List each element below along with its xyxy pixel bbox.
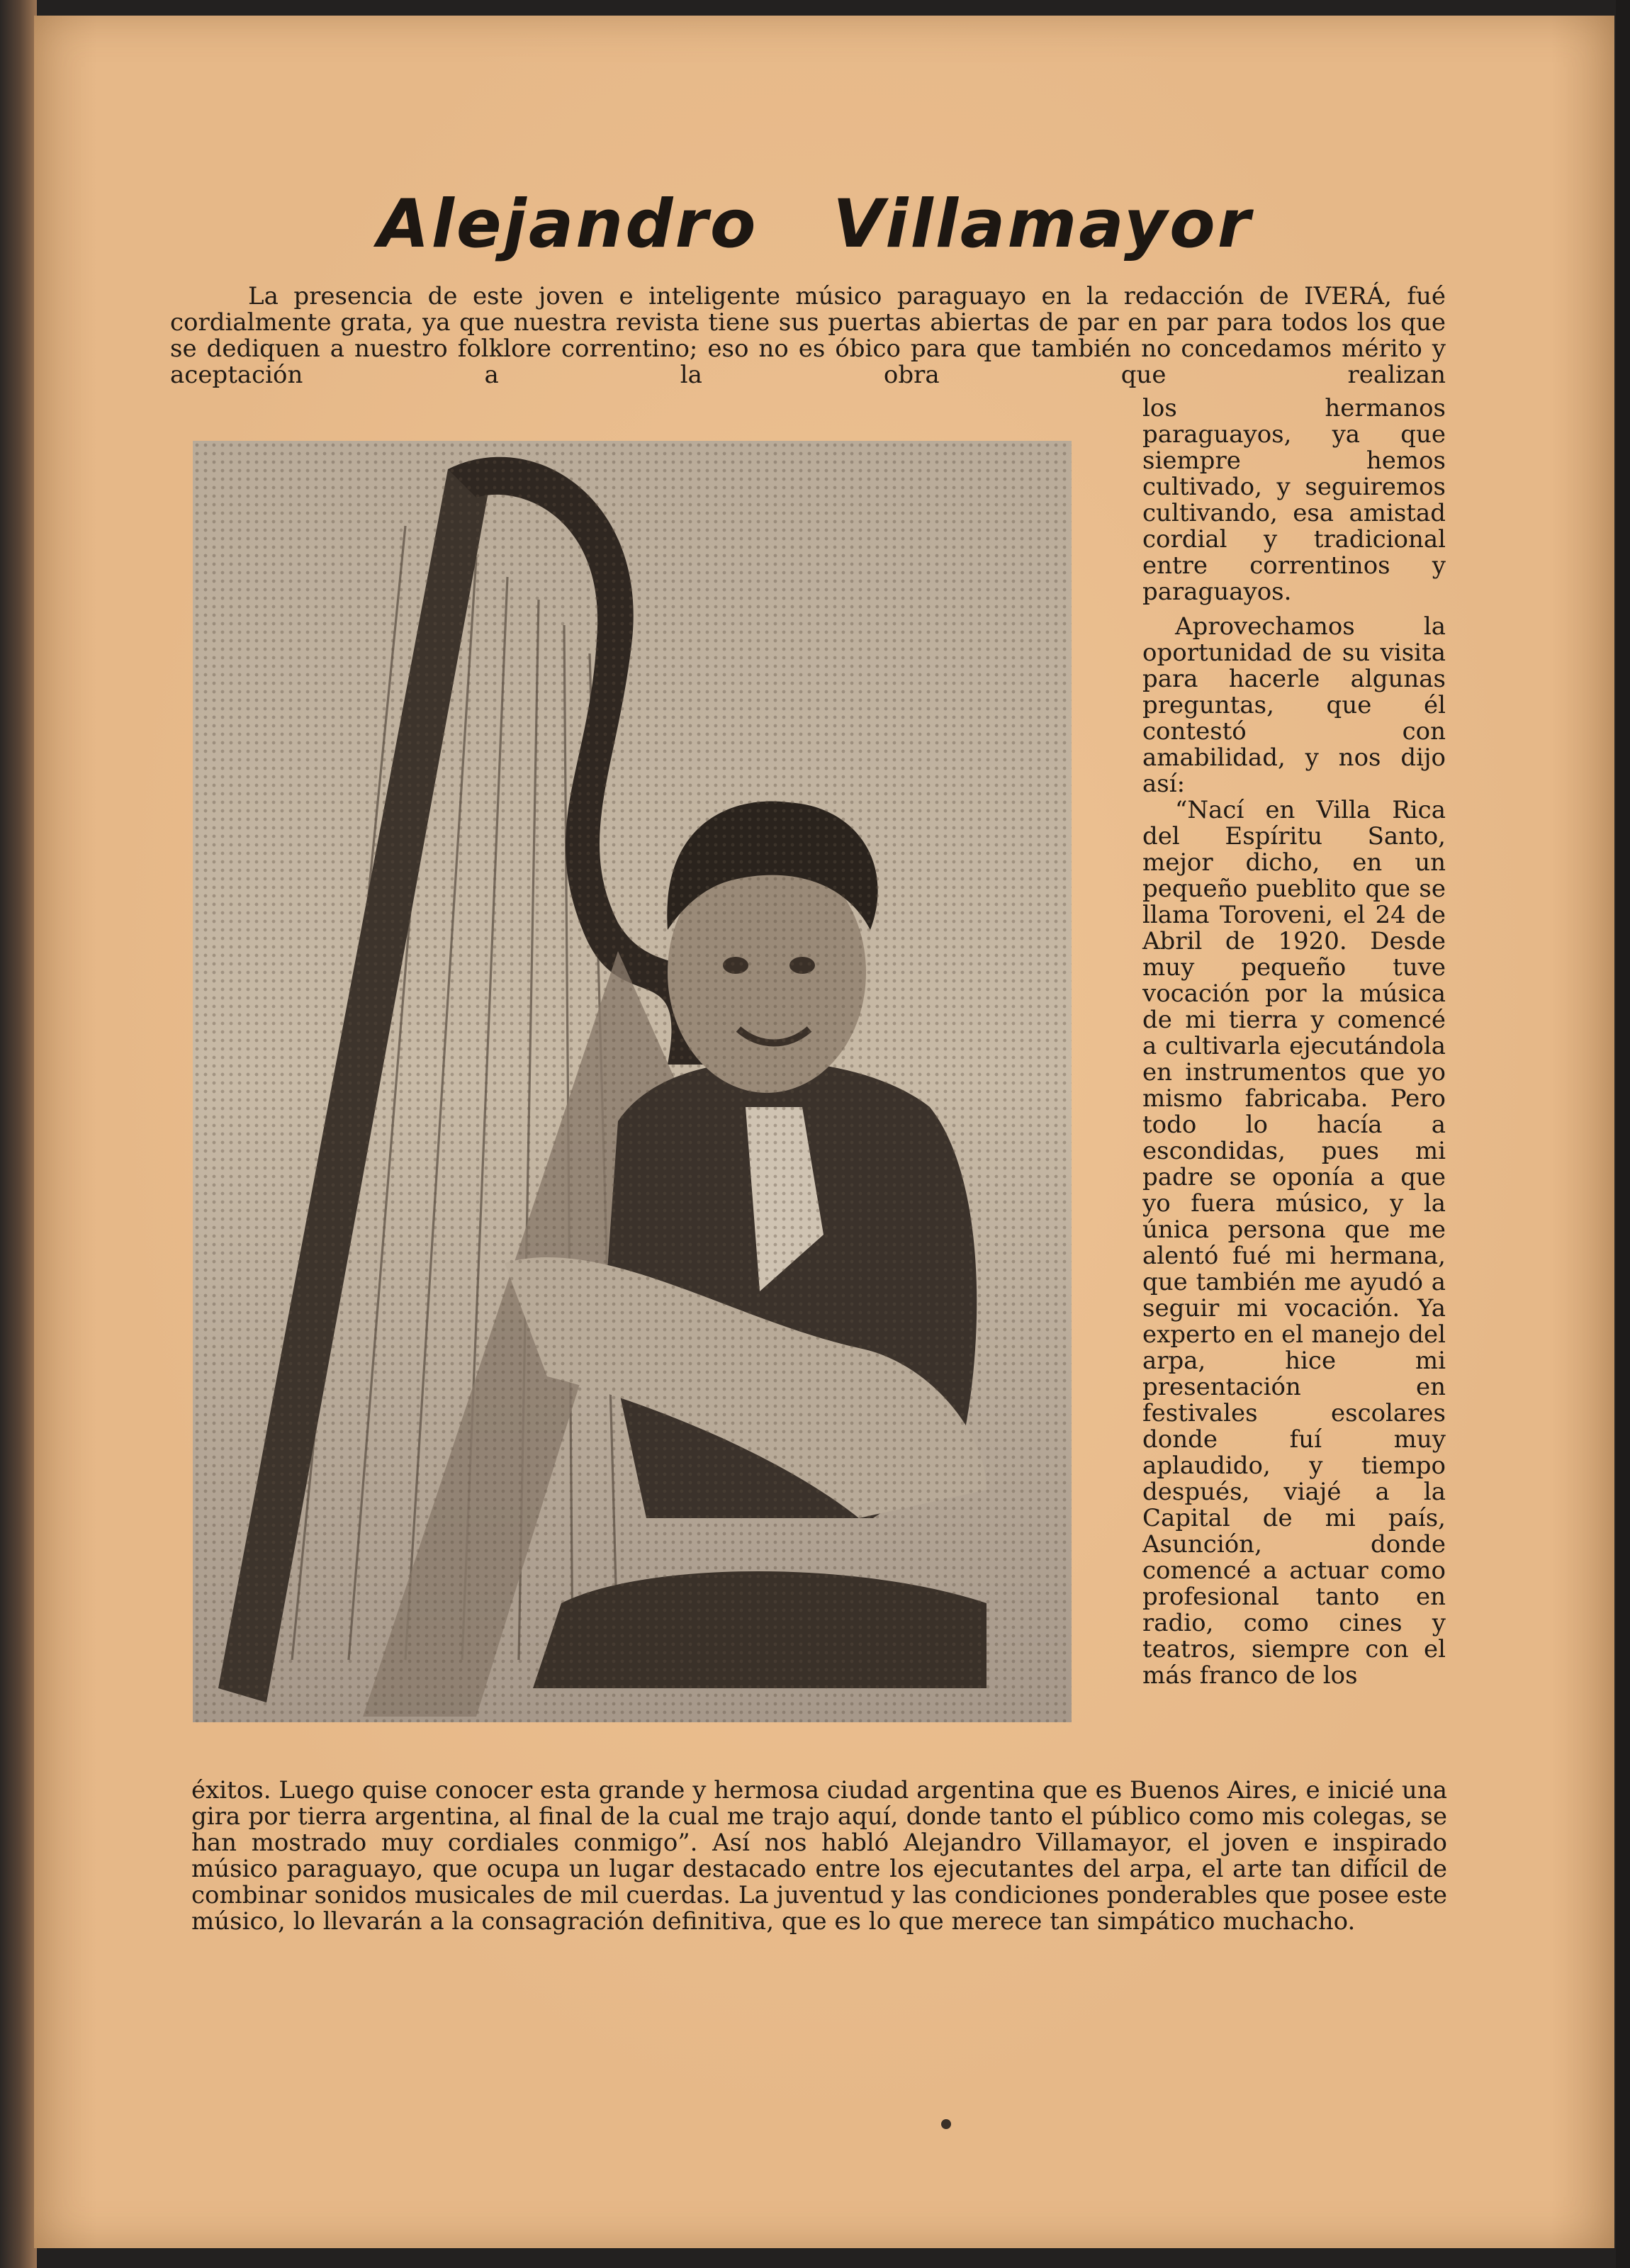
- column-paragraph-1: los hermanos paraguayos, ya que siempre hemos cultivado, y seguiremos cultivando, esa amistad cordial y tradicional entre correntinos y paraguayos.: [1142, 394, 1446, 606]
- article-closing: éxitos. Luego quise conocer esta grande y hermosa ciudad argentina que es Buenos Aires, e inicié una gira por tierra argentina, al final de la cual me trajo aquí, donde tanto el público como mis colegas, se han mostrado muy cordiales conmigo”. Así nos habló Alejandro Villamayor, el joven e inspirado músico paraguayo, que ocupa un lugar destacado entre los ejecutantes del arpa, el arte tan difícil de combinar sonidos musicales de mil cuerdas. La juventud y las condiciones ponderables que posee este músico, lo llevarán a la consagración definitiva, que es lo que merece tan simpático muchacho.: [191, 1776, 1447, 1936]
- book-spine-shadow: [0, 0, 37, 2268]
- article-intro: La presencia de este joven e inteligente músico paraguayo en la redacción de IVERÁ, fué cordialmente grata, ya que nuestra revista tiene sus puertas abiertas de par en par para todos los que se dediquen a nuestro folklore correntino; eso no es óbico para que también no concedamos mérito y aceptación a la obra que realizan: [170, 282, 1446, 389]
- article-right-column: [1142, 395, 1446, 1689]
- paper-speck: [941, 2119, 951, 2129]
- column-paragraph-3: “Nací en Villa Rica del Espíritu Santo, mejor dicho, en un pequeño pueblito que se llama Toroveni, el 24 de Abril de 1920. Desde muy pequeño tuve vocación por la música de mi tierra y comencé a cultivarla ejecutándola en instrumentos que yo mismo fabricaba. Pero todo lo hacía a escondidas, pues mi padre se oponía a que yo fuera músico, y la única persona que me alentó fué mi hermana, que también me ayudó a seguir mi vocación. Ya experto en el manejo del arpa, hice mi presentación en festivales escolares donde fuí muy aplaudido, y tiempo después, viajé a la Capital de mi país, Asunción, donde comencé a actuar como profesional tanto en radio, como cines y teatros, siempre con el más franco de los: [1142, 796, 1446, 1690]
- scan-edge: [1616, 0, 1630, 2268]
- column-paragraph-2: Aprovechamos la oportunidad de su visita para hacerle algunas preguntas, que él contestó con amabilidad, y nos dijo así:: [1142, 612, 1446, 798]
- harpist-photo: [193, 441, 1072, 1722]
- harpist-photo-image: [193, 441, 1072, 1722]
- article-title: Alejandro Villamayor: [377, 186, 1253, 263]
